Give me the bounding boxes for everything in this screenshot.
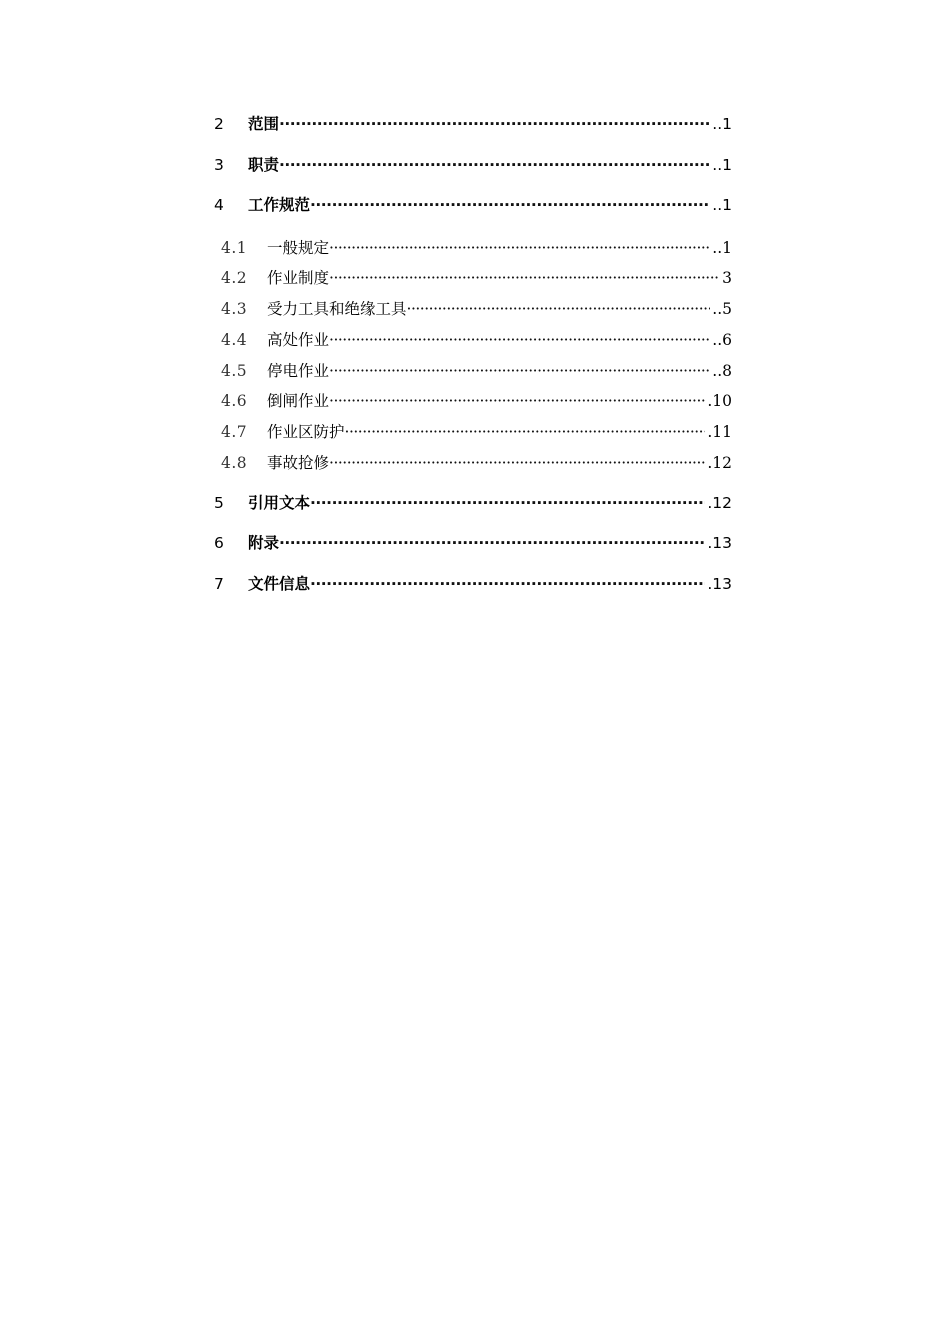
- toc-dot-leader: [329, 454, 705, 472]
- toc-subentry-tools[interactable]: [214, 297, 732, 328]
- toc-entry-title: 职责: [248, 155, 280, 174]
- toc-entry-number: 4.1: [221, 238, 248, 257]
- toc-entry-title: 倒闸作业: [267, 392, 330, 411]
- toc-entry-title: 事故抢修: [267, 454, 330, 473]
- toc-dot-leader: [345, 423, 706, 441]
- toc-entry-scope[interactable]: [214, 112, 732, 153]
- toc-entry-page: .13: [707, 534, 732, 553]
- toc-entry-number: 4.5: [221, 361, 248, 380]
- toc-entry-title: 作业区防护: [267, 423, 345, 442]
- toc-entry-title: 文件信息: [248, 574, 311, 593]
- toc-entry-page: ..1: [712, 155, 732, 174]
- toc-subentry-emergency-repair[interactable]: [214, 451, 732, 482]
- toc-entry-title: 工作规范: [248, 196, 311, 214]
- toc-entry-number: 4.3: [221, 300, 248, 319]
- toc-entry-title: 一般规定: [267, 238, 330, 257]
- toc-entry-number: 2: [214, 115, 224, 133]
- toc-entry-number: 4: [214, 196, 224, 214]
- toc-subentry-power-outage-work[interactable]: [214, 359, 732, 390]
- toc-dot-leader: [310, 196, 710, 214]
- toc-dot-leader: [329, 362, 710, 380]
- toc-entry-responsibilities[interactable]: [214, 153, 732, 194]
- toc-dot-leader: [279, 115, 710, 133]
- toc-entry-number: 4.8: [221, 454, 248, 473]
- toc-entry-number: 6: [214, 534, 224, 553]
- toc-subentry-switching-operation[interactable]: [214, 389, 732, 420]
- toc-dot-leader: [329, 239, 710, 257]
- toc-entry-title: 受力工具和绝缘工具: [267, 300, 407, 319]
- toc-dot-leader: [310, 494, 705, 512]
- toc-entry-page: 3: [722, 269, 732, 288]
- toc-entry-page: .13: [707, 574, 732, 593]
- toc-subentry-general-provisions[interactable]: [214, 236, 732, 267]
- toc-entry-referenced-documents[interactable]: [214, 491, 732, 532]
- toc-entry-title: 作业制度: [267, 269, 330, 288]
- toc-dot-leader: [329, 331, 710, 349]
- toc-entry-page: ..5: [712, 300, 732, 319]
- toc-entry-number: 5: [214, 493, 224, 512]
- toc-dot-leader: [407, 300, 711, 318]
- toc-entry-page: ..1: [712, 196, 732, 214]
- toc-entry-page: .12: [707, 454, 732, 473]
- toc-dot-leader: [329, 269, 718, 287]
- toc-entry-page: .12: [707, 493, 732, 512]
- toc-subentry-work-system[interactable]: [214, 266, 732, 297]
- toc-entry-appendix[interactable]: [214, 531, 732, 572]
- toc-entry-title: 附录: [248, 534, 280, 553]
- toc-entry-number: 3: [214, 155, 224, 174]
- toc-entry-number: 4.6: [221, 392, 248, 411]
- toc-entry-work-standards[interactable]: [214, 193, 732, 234]
- toc-entry-number: 7: [214, 574, 224, 593]
- toc-subentry-work-zone-protection[interactable]: [214, 420, 732, 451]
- toc-entry-title: 高处作业: [267, 330, 330, 349]
- toc-entry-page: .11: [707, 423, 732, 442]
- toc-dot-leader: [279, 534, 705, 552]
- toc-entry-number: 4.7: [221, 423, 248, 442]
- toc-dot-leader: [310, 575, 705, 593]
- toc-entry-title: 范围: [248, 115, 280, 133]
- toc-entry-title: 停电作业: [267, 361, 330, 380]
- toc-entry-page: ..6: [712, 330, 732, 349]
- toc-subentry-work-at-height[interactable]: [214, 328, 732, 359]
- toc-entry-title: 引用文本: [248, 493, 311, 512]
- toc-entry-page: .10: [707, 392, 732, 411]
- toc-entry-page: ..8: [712, 361, 732, 380]
- toc-entry-number: 4.2: [221, 269, 248, 288]
- toc-dot-leader: [329, 392, 705, 410]
- toc-entry-document-info[interactable]: [214, 572, 732, 613]
- toc-entry-page: ..1: [712, 115, 732, 133]
- toc-entry-page: ..1: [712, 238, 732, 257]
- table-of-contents: [214, 112, 732, 612]
- toc-dot-leader: [279, 156, 710, 174]
- toc-entry-number: 4.4: [221, 330, 248, 349]
